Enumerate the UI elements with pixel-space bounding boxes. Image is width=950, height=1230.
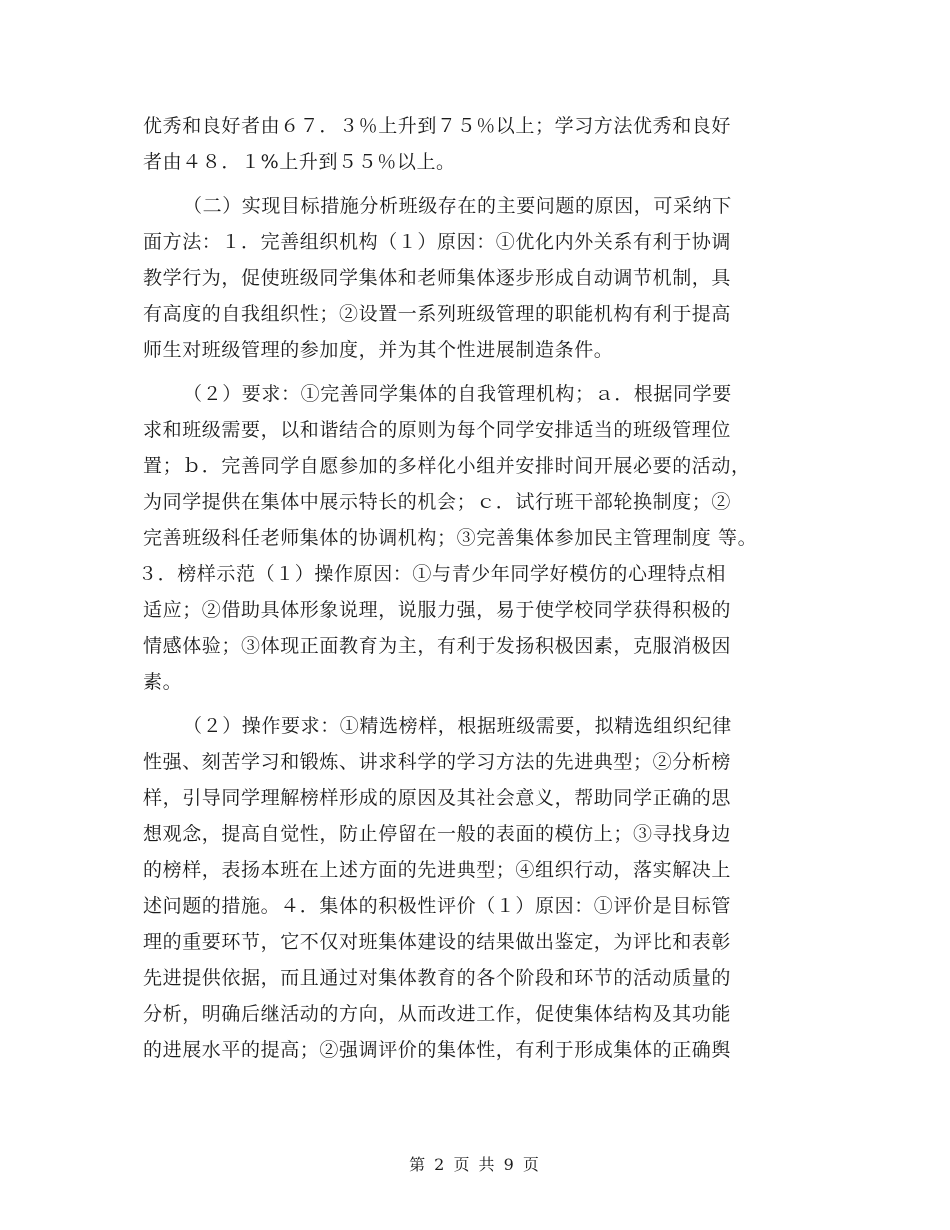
text-line: 为同学提供在集体中展示特长的机会；ｃ．试行班干部轮换制度；② — [143, 491, 732, 513]
text-line: 置；ｂ．完善同学自愿参加的多样化小组并安排时间开展必要的活动， — [143, 455, 751, 477]
text-line: 理的重要环节，它不仅对班集体建设的结果做出鉴定，为评比和表彰 — [143, 931, 732, 953]
text-line: 求和班级需要，以和谐结合的原则为每个同学安排适当的班级管理位 — [143, 419, 732, 441]
page-number-footer: 第 2 页 共 9 页 — [409, 1155, 541, 1174]
text-line: （２）要求：①完善同学集体的自我管理机构；ａ．根据同学要 — [183, 383, 732, 405]
text-line: ３．榜样示范（１）操作原因：①与青少年同学好模仿的心理特点相 — [138, 563, 727, 585]
text-line: 完善班级科任老师集体的协调机构；③完善集体参加民主管理制度 等。 — [143, 527, 758, 549]
text-line: 性强、刻苦学习和锻炼、讲求科学的学习方法的先进典型；②分析榜 — [143, 751, 732, 773]
document-body — [138, 108, 823, 1068]
text-line: 有高度的自我组织性；②设置一系列班级管理的职能机构有利于提高 — [143, 303, 732, 325]
text-line: 面方法：１．完善组织机构（１）原因：①优化内外关系有利于协调 — [143, 231, 732, 253]
text-line: （２）操作要求：①精选榜样，根据班级需要，拟精选组织纪律 — [183, 715, 732, 737]
text-line: 想观念，提高自觉性，防止停留在一般的表面的模仿上；③寻找身边 — [143, 823, 732, 845]
text-line: 师生对班级管理的参加度，并为其个性进展制造条件。 — [143, 339, 614, 361]
text-line: （二）实现目标措施分析班级存在的主要问题的原因，可采纳下 — [183, 195, 732, 217]
text-line: 适应；②借助具体形象说理，说服力强，易于使学校同学获得积极的 — [143, 599, 732, 621]
text-line: 述问题的措施。４．集体的积极性评价（１）原因：①评价是目标管 — [143, 895, 732, 917]
paragraph — [138, 376, 823, 700]
paragraph — [143, 708, 823, 1068]
text-line: 教学行为，促使班级同学集体和老师集体逐步形成自动调节机制，具 — [143, 267, 732, 289]
paragraph — [143, 108, 823, 180]
text-line: 的进展水平的提高；②强调评价的集体性，有利于形成集体的正确舆 — [143, 1039, 732, 1061]
text-line: 者由４８．１%上升到５５％以上。 — [143, 151, 456, 173]
text-line: 的榜样，表扬本班在上述方面的先进典型；④组织行动，落实解决上 — [143, 859, 732, 881]
text-line: 优秀和良好者由６７．３％上升到７５％以上；学习方法优秀和良好 — [143, 115, 732, 137]
paragraph — [143, 188, 823, 368]
text-line: 样，引导同学理解榜样形成的原因及其社会意义，帮助同学正确的思 — [143, 787, 732, 809]
text-line: 分析，明确后继活动的方向，从而改进工作，促使集体结构及其功能 — [143, 1003, 732, 1025]
text-line: 情感体验；③体现正面教育为主，有利于发扬积极因素，克服消极因 — [143, 635, 732, 657]
text-line: 先进提供依据，而且通过对集体教育的各个阶段和环节的活动质量的 — [143, 967, 732, 989]
text-line: 素。 — [143, 671, 183, 693]
